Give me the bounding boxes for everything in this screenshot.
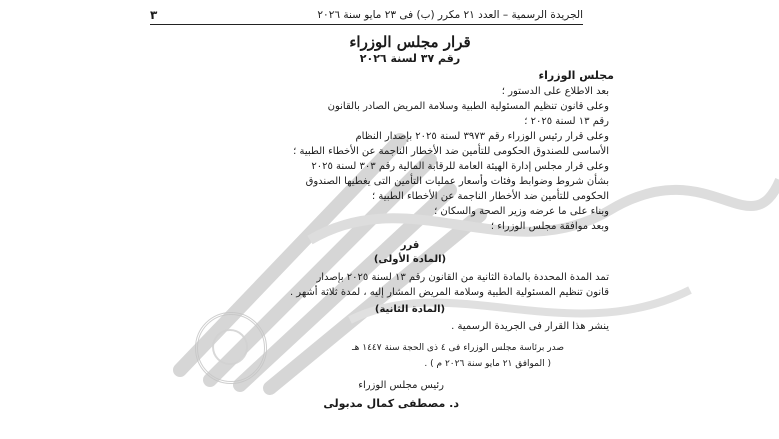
decree-title: قرار مجلس الوزراء	[349, 33, 471, 51]
article-2-text: ينشر هذا القرار فى الجريدة الرسمية .	[451, 321, 609, 332]
decree-number: رقم ٣٧ لسنة ٢٠٢٦	[359, 52, 461, 65]
article-1-heading: (المادة الأولى)	[373, 254, 447, 265]
issuer-heading: مجلس الوزراء	[538, 69, 614, 82]
page-number: ٣	[150, 8, 158, 22]
corresponding-date-line: ( الموافق ٢١ مايو سنة ٢٠٢٦ م ) .	[424, 359, 551, 369]
preamble-line: وبعد موافقة مجلس الوزراء ؛	[490, 221, 609, 232]
article-2-heading: (المادة الثانية)	[374, 304, 446, 315]
preamble-line: وعلى قانون تنظيم المسئولية الطبية وسلامة المريض الصادر بالقانون	[327, 101, 609, 112]
running-title: الجريدة الرسمية – العدد ٢١ مكرر (ب) فى ٢٣ مايو سنة ٢٠٢٦	[317, 9, 583, 21]
preamble-line: بعد الاطلاع على الدستور ؛	[501, 86, 609, 97]
signatory-title: رئيس مجلس الوزراء	[358, 380, 444, 391]
preamble-line: وعلى قرار رئيس الوزراء رقم ٣٩٧٣ لسنة ٢٠٢٥ بإصدار النظام	[355, 131, 609, 142]
signatory-name: د. مصطفى كمال مدبولى	[323, 397, 459, 410]
running-header	[150, 6, 583, 25]
preamble-line: وبناء على ما عرضه وزير الصحة والسكان ؛	[434, 206, 609, 217]
preamble-line: وعلى قرار مجلس إدارة الهيئة العامة للرقابة المالية رقم ٣٠٣ لسنة ٢٠٢٥	[311, 161, 609, 172]
preamble-line: بشأن شروط وضوابط وفئات وأسعار عمليات التأمين التى يغطيها الصندوق	[305, 176, 609, 187]
decided-heading: قرر	[400, 240, 420, 251]
preamble-line: الحكومى للتأمين ضد الأخطار الناجمة عن الأخطاء الطبية ؛	[372, 191, 609, 202]
seal-stamp	[195, 312, 267, 384]
issued-date-line: صدر برئاسة مجلس الوزراء فى ٤ ذى الحجة سنة ١٤٤٧ هـ	[351, 343, 564, 353]
preamble-line: الأساسى للصندوق الحكومى للتأمين ضد الأخطار الناجمة عن الأخطاء الطبية ؛	[293, 146, 609, 157]
article-1-line: تمد المدة المحددة بالمادة الثانية من القانون رقم ١٣ لسنة ٢٠٢٥ بإصدار	[316, 272, 609, 283]
article-1-line: قانون تنظيم المسئولية الطبية وسلامة المريض المشار إليه ، لمدة ثلاثة أشهر .	[289, 287, 609, 298]
preamble-line: رقم ١٣ لسنة ٢٠٢٥ ؛	[524, 116, 609, 127]
